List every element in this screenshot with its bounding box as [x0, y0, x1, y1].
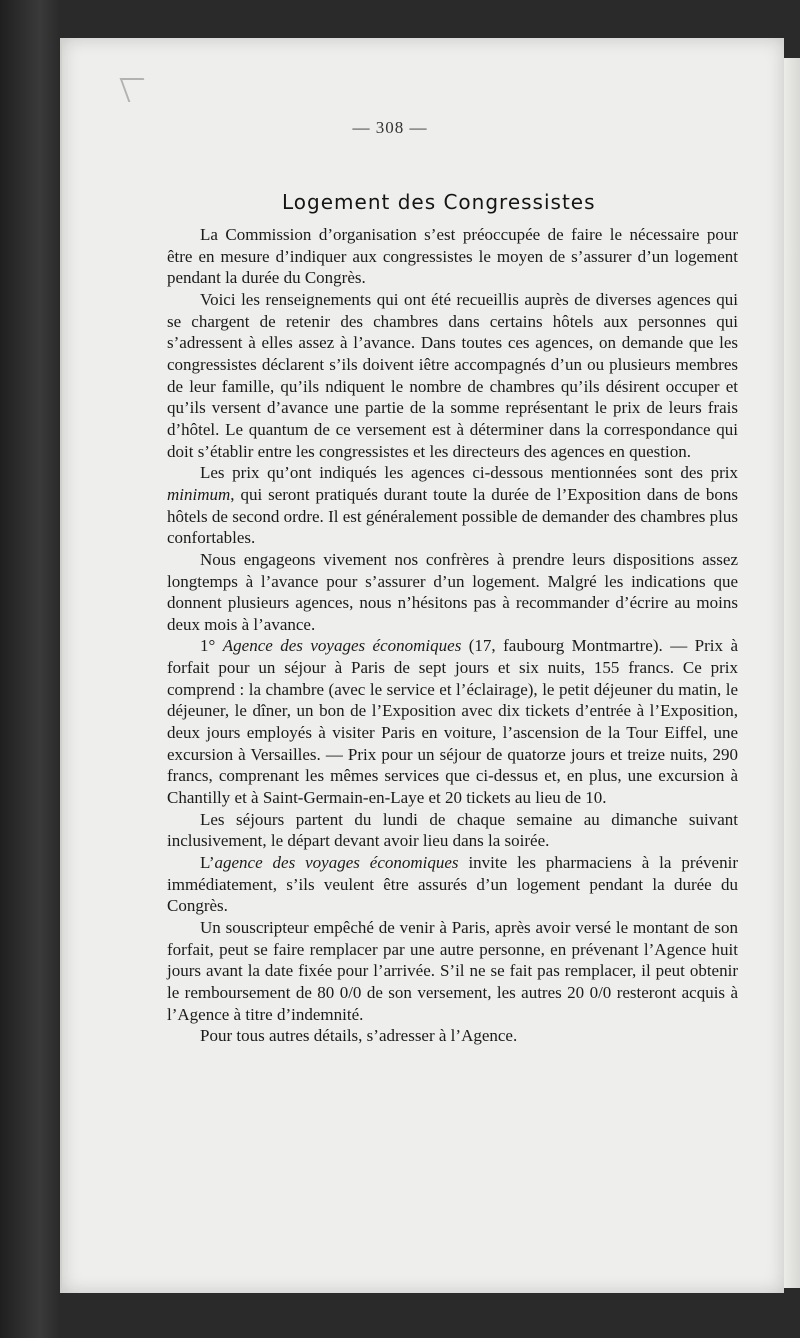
- agency-name: Agence des voyages économiques: [222, 636, 462, 656]
- folded-corner: [120, 78, 153, 102]
- text-run: Les prix qu’ont indiqués les agences ci-dessous mentionnées sont des prix: [200, 463, 738, 483]
- paragraph: La Commission d’organisation s’est préoccupée de faire le nécessaire pour être en mesure d’indiquer aux congressistes le moyen de s’assurer d’un logement pendant la durée du Congrès.: [167, 225, 738, 288]
- emphasis-text: minimum: [167, 484, 231, 504]
- body-text: [167, 224, 738, 1047]
- text-run: (17, faubourg Montmartre). — Prix à forfait pour un séjour à Paris de sept jours et six nuits, 155 francs. Ce prix comprend : la chambre (avec le service et l’éclairage), le petit déjeuner du matin, le déjeuner, le dîner, un bon de l’Exposition avec dix tickets d’entrée à l’Exposition, deux jours employés à visiter Paris en voiture, l’ascension de la Tour Eiffel, une excursion à Versailles. — Prix pour un séjour de quatorze jours et treize nuits, 290 francs, comprenant les mêmes services que ci-dessus et, en plus, une excursion à Chantilly et à Saint-Germain-en-Laye et 20 tickets au lieu de 10.: [167, 636, 738, 808]
- paragraph: Pour tous autres détails, s’adresser à l’Agence.: [200, 1026, 518, 1046]
- agency-name: agence des voyages économiques: [214, 853, 459, 873]
- paragraph: Voici les renseignements qui ont été recueillis auprès de diverses agences qui se chargent de retenir des chambres dans certains hôtels aux personnes qui s’adressent à elles assez à l’avance. Dans toutes ces agences, on demande que les congressistes déclarent s’ils doivent iêtre accompagnés d’un ou plusieurs membres de leur famille, qu’ils ndiquent le nombre de chambres qu’ils désirent occuper et qu’ils versent d’avance une partie de la somme représentant le prix de leurs frais d’hôtel. Le quantum de ce versement est à déterminer dans la correspondance qui doit s’établir entre les congressistes et les directeurs des agences en question.: [167, 289, 738, 461]
- paragraph: Un souscripteur empêché de venir à Paris, après avoir versé le montant de son forfait, peut se faire remplacer par une autre personne, en prévenant l’Agence huit jours avant la date fixée pour l’arrivée. S’il ne se fait pas remplacer, il peut obtenir le remboursement de 80 0/0 de son versement, les autres 20 0/0 resteront acquis à l’Agence à titre d’indemnité.: [167, 918, 738, 1024]
- paragraph: [167, 852, 738, 917]
- paragraph: [167, 635, 738, 808]
- text-run: 1°: [200, 636, 223, 656]
- section-heading: Logement des Congressistes: [282, 190, 596, 214]
- text-run: invite les pharmaciens à la prévenir immédiatement, s’ils veulent être assurés d’un logement pendant la durée du Congrès.: [167, 853, 738, 916]
- page-number: — 308 —: [352, 118, 428, 137]
- paragraph: Les séjours partent du lundi de chaque semaine au dimanche suivant inclusivement, le départ devant avoir lieu dans la soirée.: [167, 809, 738, 851]
- paragraph: Nous engageons vivement nos confrères à prendre leurs dispositions assez longtemps à l’avance pour s’assurer d’un logement. Malgré les indications que donnent plusieurs agences, nous n’hésitons pas à recommander d’écrire au moins deux mois à l’avance.: [167, 549, 738, 634]
- paragraph: [167, 462, 738, 549]
- text-run: L’: [200, 853, 215, 873]
- text-run: , qui seront pratiqués durant toute la durée de l’Exposition dans de bons hôtels de second ordre. Il est généralement possible de demander des chambres plus confortables.: [167, 484, 738, 548]
